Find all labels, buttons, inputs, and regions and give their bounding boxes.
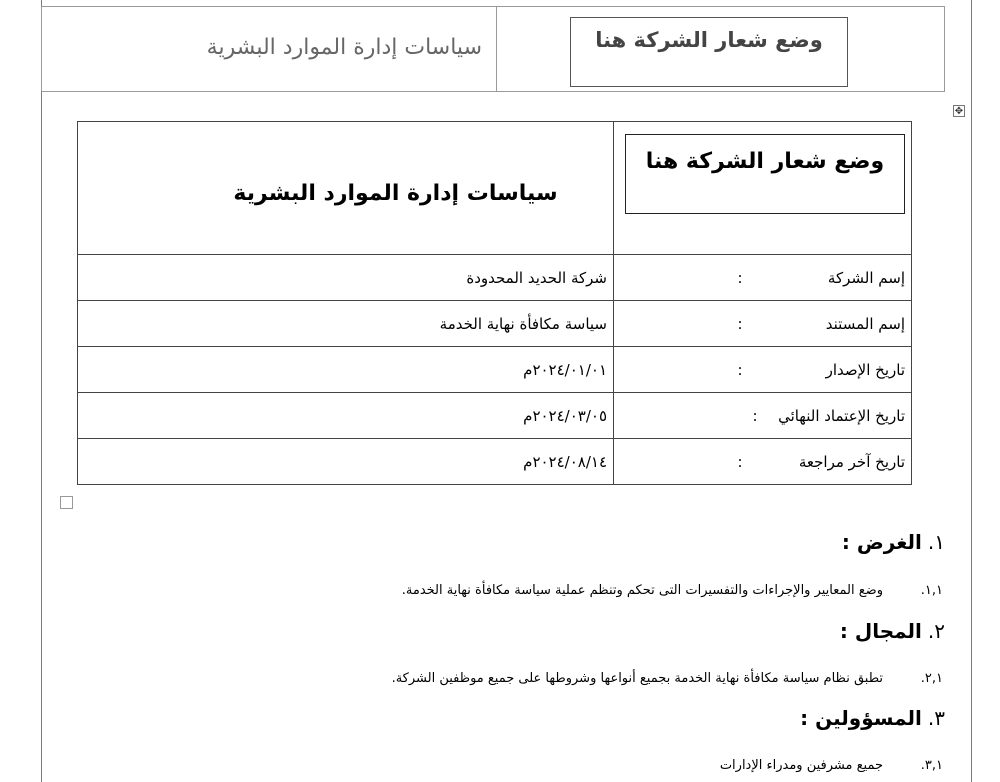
section-heading: ٣.المسؤولين : [800, 706, 945, 730]
table-logo-placeholder[interactable]: وضع شعار الشركة هنا [625, 134, 905, 214]
item-text: وضع المعايير والإجراءات والتفسيرات التى تحكم وتنظم عملية سياسة مكافأة نهاية الخدمة. [401, 583, 883, 598]
table-logo-cell [614, 122, 912, 255]
row-value[interactable]: سياسة مكافأة نهاية الخدمة [78, 301, 614, 347]
row-value[interactable]: شركة الحديد المحدودة [78, 255, 614, 301]
item-number: ٣,١. [920, 758, 943, 773]
item-text: جميع مشرفين ومدراء الإدارات [719, 758, 883, 773]
document-title: سياسات إدارة الموارد البشرية [233, 180, 558, 206]
table-header-row [78, 122, 912, 255]
row-value[interactable]: ٢٠٢٤/٠٣/٠٥م [78, 393, 614, 439]
row-label: تاريخ الإعتماد النهائي [778, 406, 905, 425]
section-item [402, 583, 943, 598]
row-colon: : [737, 360, 743, 379]
row-value[interactable]: ٢٠٢٤/٠٨/١٤م [78, 439, 614, 485]
item-number: ٢,١. [920, 671, 943, 686]
header-logo-placeholder[interactable]: وضع شعار الشركة هنا [570, 17, 848, 87]
row-label: إسم الشركة [827, 268, 905, 287]
table-row [78, 255, 912, 301]
table-move-icon[interactable]: ✥ [954, 106, 964, 117]
section-purpose [842, 530, 945, 554]
table-title-cell [78, 122, 614, 255]
section-scope [840, 619, 945, 643]
row-label: تاريخ آخر مراجعة [798, 452, 905, 471]
row-colon: : [752, 406, 758, 425]
page-right-edge [971, 0, 972, 782]
row-label: إسم المستند [825, 314, 905, 333]
section-item [392, 671, 943, 686]
table-row [78, 439, 912, 485]
table-row [78, 347, 912, 393]
page-header [41, 6, 945, 92]
document-info-table [77, 121, 912, 485]
section-heading: ٢.المجال : [839, 619, 945, 643]
section-item [720, 758, 943, 773]
header-logo-cell [496, 7, 944, 91]
section-heading: ١.الغرض : [841, 530, 945, 554]
page-left-edge [41, 0, 42, 782]
item-text: تطبق نظام سياسة مكافأة نهاية الخدمة بجميع أنواعها وشروطها على جميع موظفين الشركة. [391, 671, 883, 686]
header-title: سياسات إدارة الموارد البشرية [206, 35, 482, 60]
row-colon: : [737, 314, 743, 333]
row-colon: : [737, 452, 743, 471]
table-row [78, 301, 912, 347]
table-resize-handle[interactable] [60, 496, 73, 509]
table-row [78, 393, 912, 439]
row-value[interactable]: ٢٠٢٤/٠١/٠١م [78, 347, 614, 393]
section-responsible [800, 706, 945, 730]
item-number: ١,١. [920, 583, 943, 598]
row-label: تاريخ الإصدار [825, 360, 905, 379]
row-colon: : [737, 268, 743, 287]
